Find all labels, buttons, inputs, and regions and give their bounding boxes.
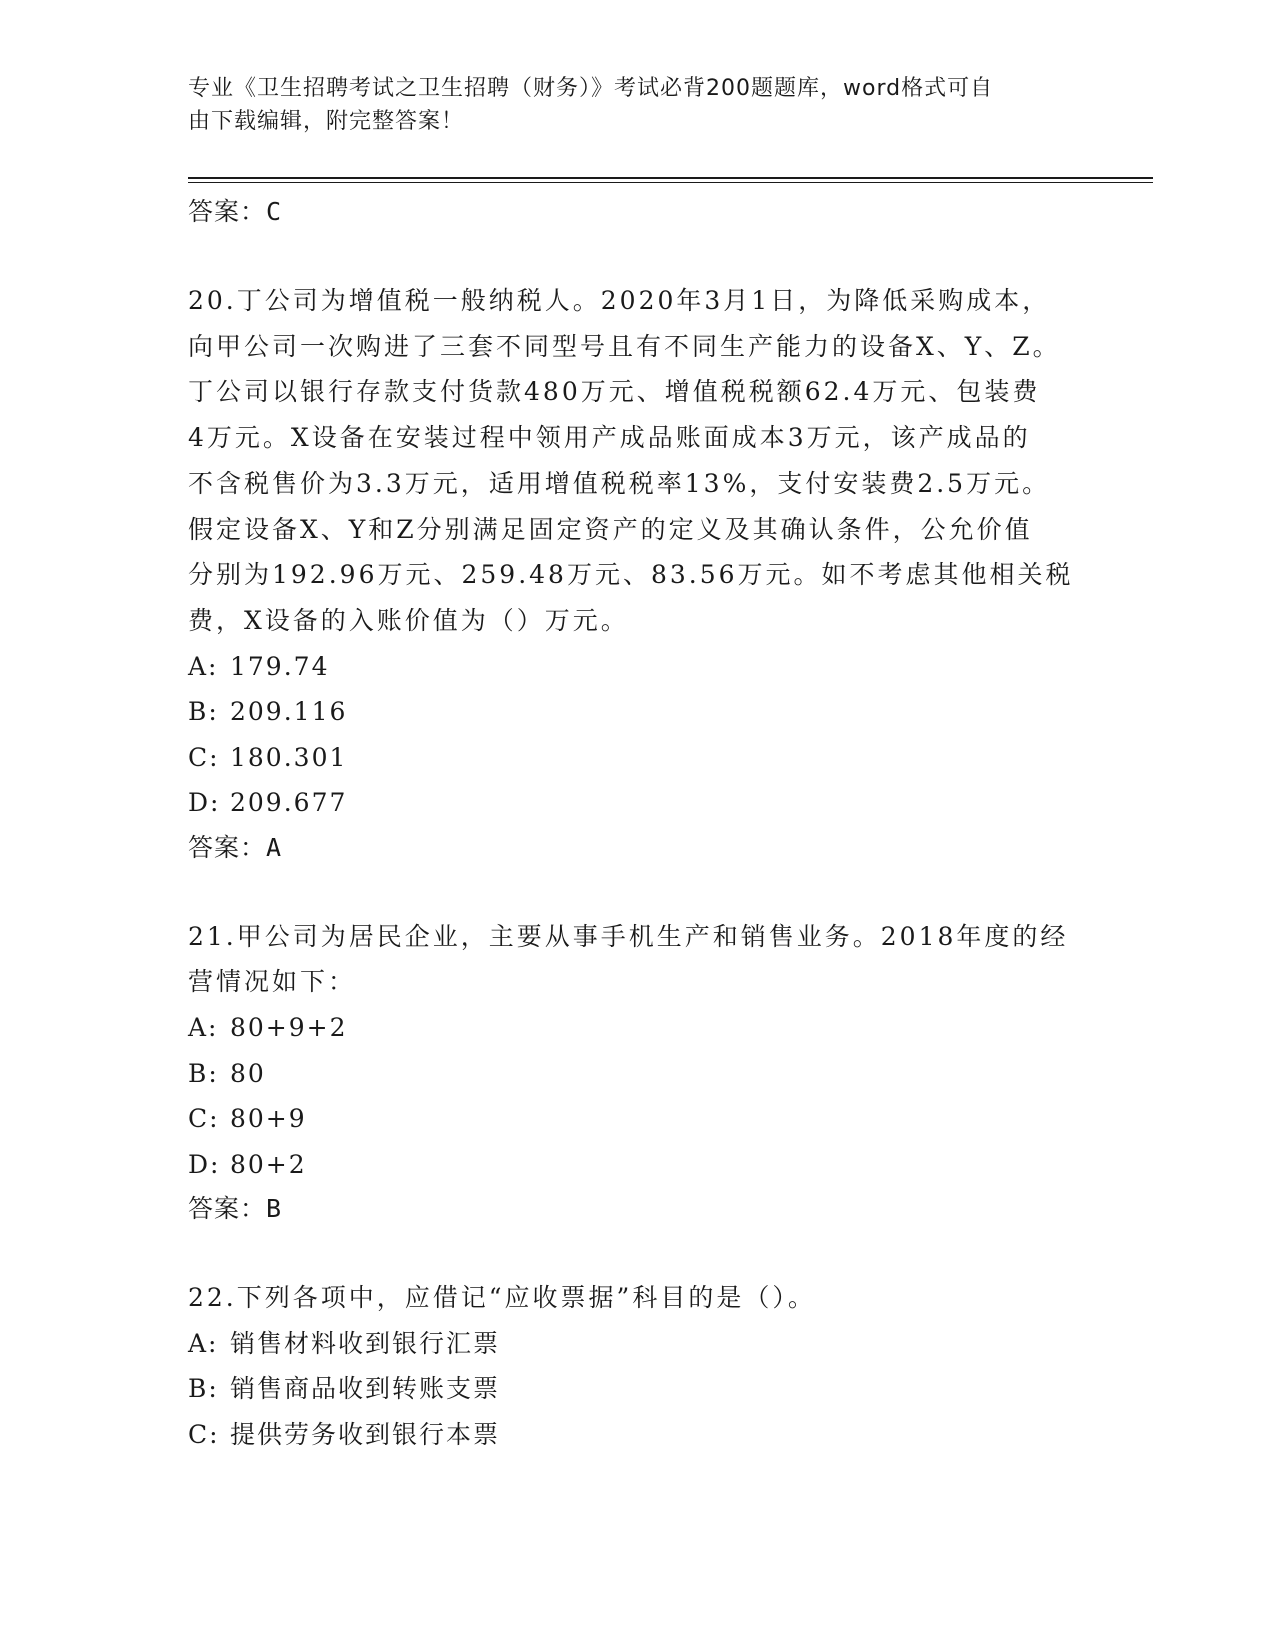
option-label: C: <box>188 1419 220 1449</box>
option-text: 180.301 <box>230 742 348 772</box>
option-label: C: <box>188 1104 220 1134</box>
question-stem-line: 不含税售价为3.3万元，适用增值税税率13%，支付安装费2.5万元。 <box>188 468 1051 498</box>
answer-value: A <box>266 832 282 862</box>
spacer <box>188 234 1088 278</box>
option-label: D: <box>188 788 221 818</box>
answer-line <box>188 826 1088 870</box>
question-stem-line: 20.丁公司为增值税一般纳税人。2020年3月1日，为降低采购成本， <box>188 286 1051 315</box>
option-label: B: <box>188 697 219 727</box>
question-stem <box>188 914 1088 1005</box>
option-c <box>188 1412 1088 1458</box>
answer-line <box>188 1187 1088 1231</box>
answer-line <box>188 190 1088 234</box>
option-text: 80+2 <box>230 1149 307 1179</box>
header-line-2: 由下载编辑，附完整答案！ <box>188 109 465 134</box>
question-stem <box>188 1275 1088 1321</box>
question-block <box>188 914 1088 1231</box>
option-text: 80+9+2 <box>230 1013 348 1043</box>
option-a <box>188 1321 1088 1367</box>
option-a <box>188 1005 1088 1051</box>
header-divider-thick <box>188 177 1153 179</box>
answer-value: C <box>266 197 282 226</box>
option-d <box>188 1142 1088 1188</box>
option-label: A: <box>188 1013 219 1043</box>
option-text: 209.677 <box>230 788 348 818</box>
header-line-1: 专业《卫生招聘考试之卫生招聘（财务）》考试必背200题题库，word格式可自 <box>188 76 994 101</box>
option-text: 销售商品收到转账支票 <box>230 1374 501 1404</box>
option-text: 80 <box>230 1058 266 1088</box>
option-label: D: <box>188 1149 221 1179</box>
answer-label: 答案： <box>188 197 267 226</box>
option-a <box>188 644 1088 690</box>
answer-label: 答案： <box>188 832 267 862</box>
option-b <box>188 689 1088 735</box>
option-label: B: <box>188 1058 219 1088</box>
option-text: 80+9 <box>230 1104 307 1134</box>
question-stem-line: 21.甲公司为居民企业，主要从事手机生产和销售业务。2018年度的经 <box>188 921 1069 951</box>
spacer <box>188 870 1088 914</box>
option-text: 销售材料收到银行汇票 <box>230 1328 501 1358</box>
question-stem-line: 向甲公司一次购进了三套不同型号且有不同生产能力的设备X、Y、Z。 <box>188 331 1061 361</box>
question-stem-line: 费，X设备的入账价值为（）万元。 <box>188 605 629 635</box>
option-text: 179.74 <box>230 651 330 681</box>
answer-label: 答案： <box>188 1194 267 1224</box>
question-stem-line: 22.下列各项中，应借记“应收票据”科目的是（）。 <box>188 1283 816 1313</box>
option-text: 209.116 <box>230 697 348 727</box>
question-block <box>188 1275 1088 1457</box>
option-label: C: <box>188 742 220 772</box>
answer-value: B <box>266 1194 282 1224</box>
question-stem <box>188 278 1088 644</box>
option-b <box>188 1051 1088 1097</box>
question-stem-line: 丁公司以银行存款支付货款480万元、增值税税额62.4万元、包装费 <box>188 377 1041 407</box>
option-d <box>188 780 1088 826</box>
question-stem-line: 营情况如下： <box>188 967 357 997</box>
spacer <box>188 1231 1088 1275</box>
option-label: A: <box>188 1328 219 1358</box>
document-header <box>188 72 1088 138</box>
option-label: B: <box>188 1374 219 1404</box>
question-block <box>188 278 1088 870</box>
question-stem-line: 分别为192.96万元、259.48万元、83.56万元。如不考虑其他相关税 <box>188 560 1074 590</box>
option-b <box>188 1366 1088 1412</box>
option-c <box>188 735 1088 781</box>
question-stem-line: 假定设备X、Y和Z分别满足固定资产的定义及其确认条件，公允价值 <box>188 514 1033 544</box>
option-text: 提供劳务收到银行本票 <box>230 1419 501 1449</box>
option-label: A: <box>188 651 219 681</box>
question-stem-line: 4万元。X设备在安装过程中领用产成品账面成本3万元，该产成品的 <box>188 423 1031 453</box>
option-c <box>188 1096 1088 1142</box>
header-divider-thin <box>188 182 1153 183</box>
document-body <box>188 190 1088 1457</box>
